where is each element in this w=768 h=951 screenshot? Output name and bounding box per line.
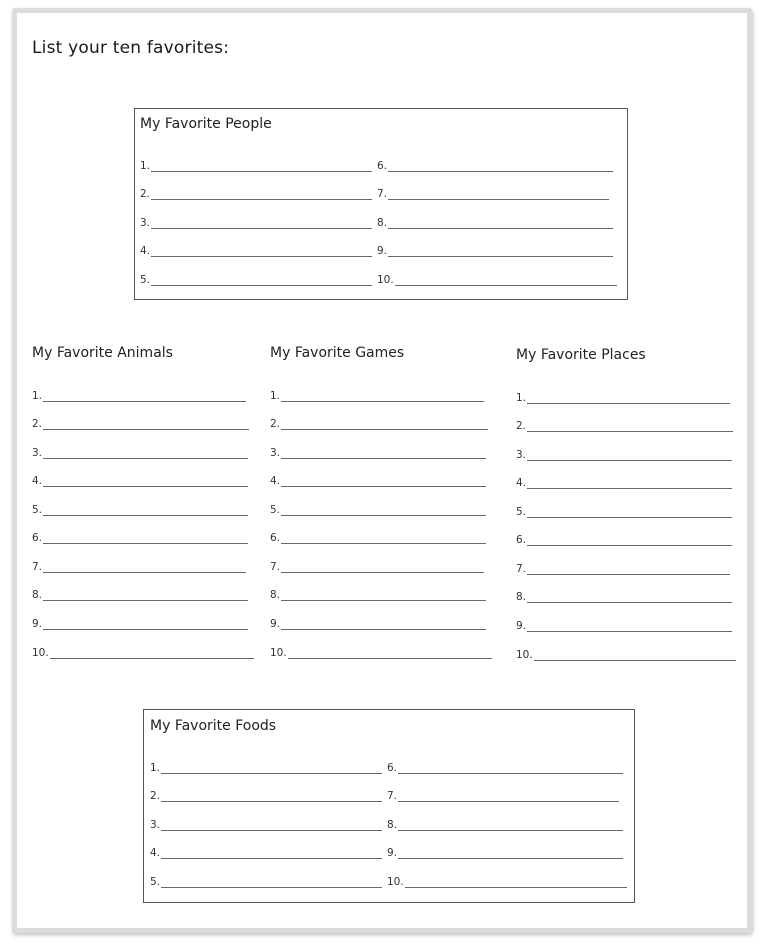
foods-line-6[interactable]: 6. bbox=[387, 760, 623, 774]
foods-line-7[interactable]: 7. bbox=[387, 788, 619, 802]
games-line-7[interactable]: 7. bbox=[270, 559, 484, 573]
foods-line-9[interactable]: 9. bbox=[387, 845, 623, 859]
places-line-3[interactable]: 3. bbox=[516, 447, 732, 461]
people-line-7[interactable]: 7. bbox=[377, 186, 609, 200]
games-line-2[interactable]: 2. bbox=[270, 416, 488, 430]
favorite-foods-title: My Favorite Foods bbox=[150, 718, 277, 734]
animals-line-4[interactable]: 4. bbox=[32, 473, 248, 487]
places-line-10[interactable]: 10. bbox=[516, 647, 736, 661]
people-line-1[interactable]: 1. bbox=[140, 158, 372, 172]
people-line-9[interactable]: 9. bbox=[377, 243, 613, 257]
foods-line-5[interactable]: 5. bbox=[150, 874, 382, 888]
foods-line-2[interactable]: 2. bbox=[150, 788, 382, 802]
animals-line-7[interactable]: 7. bbox=[32, 559, 246, 573]
favorite-people-title: My Favorite People bbox=[140, 116, 272, 132]
people-line-8[interactable]: 8. bbox=[377, 215, 613, 229]
places-line-4[interactable]: 4. bbox=[516, 475, 732, 489]
favorite-animals-title: My Favorite Animals bbox=[32, 345, 173, 361]
foods-line-10[interactable]: 10. bbox=[387, 874, 627, 888]
people-line-4[interactable]: 4. bbox=[140, 243, 372, 257]
animals-line-1[interactable]: 1. bbox=[32, 388, 246, 402]
foods-line-4[interactable]: 4. bbox=[150, 845, 382, 859]
people-line-3[interactable]: 3. bbox=[140, 215, 372, 229]
games-line-4[interactable]: 4. bbox=[270, 473, 486, 487]
animals-line-10[interactable]: 10. bbox=[32, 645, 254, 659]
foods-line-1[interactable]: 1. bbox=[150, 760, 382, 774]
places-line-8[interactable]: 8. bbox=[516, 589, 732, 603]
games-line-9[interactable]: 9. bbox=[270, 616, 486, 630]
games-line-1[interactable]: 1. bbox=[270, 388, 484, 402]
page-title: List your ten favorites: bbox=[32, 38, 230, 58]
people-line-2[interactable]: 2. bbox=[140, 186, 372, 200]
animals-line-6[interactable]: 6. bbox=[32, 530, 248, 544]
games-line-3[interactable]: 3. bbox=[270, 445, 486, 459]
places-line-9[interactable]: 9. bbox=[516, 618, 732, 632]
games-line-5[interactable]: 5. bbox=[270, 502, 486, 516]
places-line-6[interactable]: 6. bbox=[516, 532, 732, 546]
foods-line-3[interactable]: 3. bbox=[150, 817, 382, 831]
places-line-7[interactable]: 7. bbox=[516, 561, 730, 575]
places-line-1[interactable]: 1. bbox=[516, 390, 730, 404]
animals-line-9[interactable]: 9. bbox=[32, 616, 248, 630]
games-line-8[interactable]: 8. bbox=[270, 587, 486, 601]
animals-line-3[interactable]: 3. bbox=[32, 445, 248, 459]
favorite-games-title: My Favorite Games bbox=[270, 345, 405, 361]
people-line-6[interactable]: 6. bbox=[377, 158, 613, 172]
favorite-places-title: My Favorite Places bbox=[516, 347, 646, 363]
animals-line-5[interactable]: 5. bbox=[32, 502, 248, 516]
games-line-6[interactable]: 6. bbox=[270, 530, 486, 544]
places-line-5[interactable]: 5. bbox=[516, 504, 732, 518]
games-line-10[interactable]: 10. bbox=[270, 645, 492, 659]
animals-line-2[interactable]: 2. bbox=[32, 416, 249, 430]
foods-line-8[interactable]: 8. bbox=[387, 817, 623, 831]
people-line-5[interactable]: 5. bbox=[140, 272, 372, 286]
places-line-2[interactable]: 2. bbox=[516, 418, 733, 432]
animals-line-8[interactable]: 8. bbox=[32, 587, 248, 601]
people-line-10[interactable]: 10. bbox=[377, 272, 617, 286]
